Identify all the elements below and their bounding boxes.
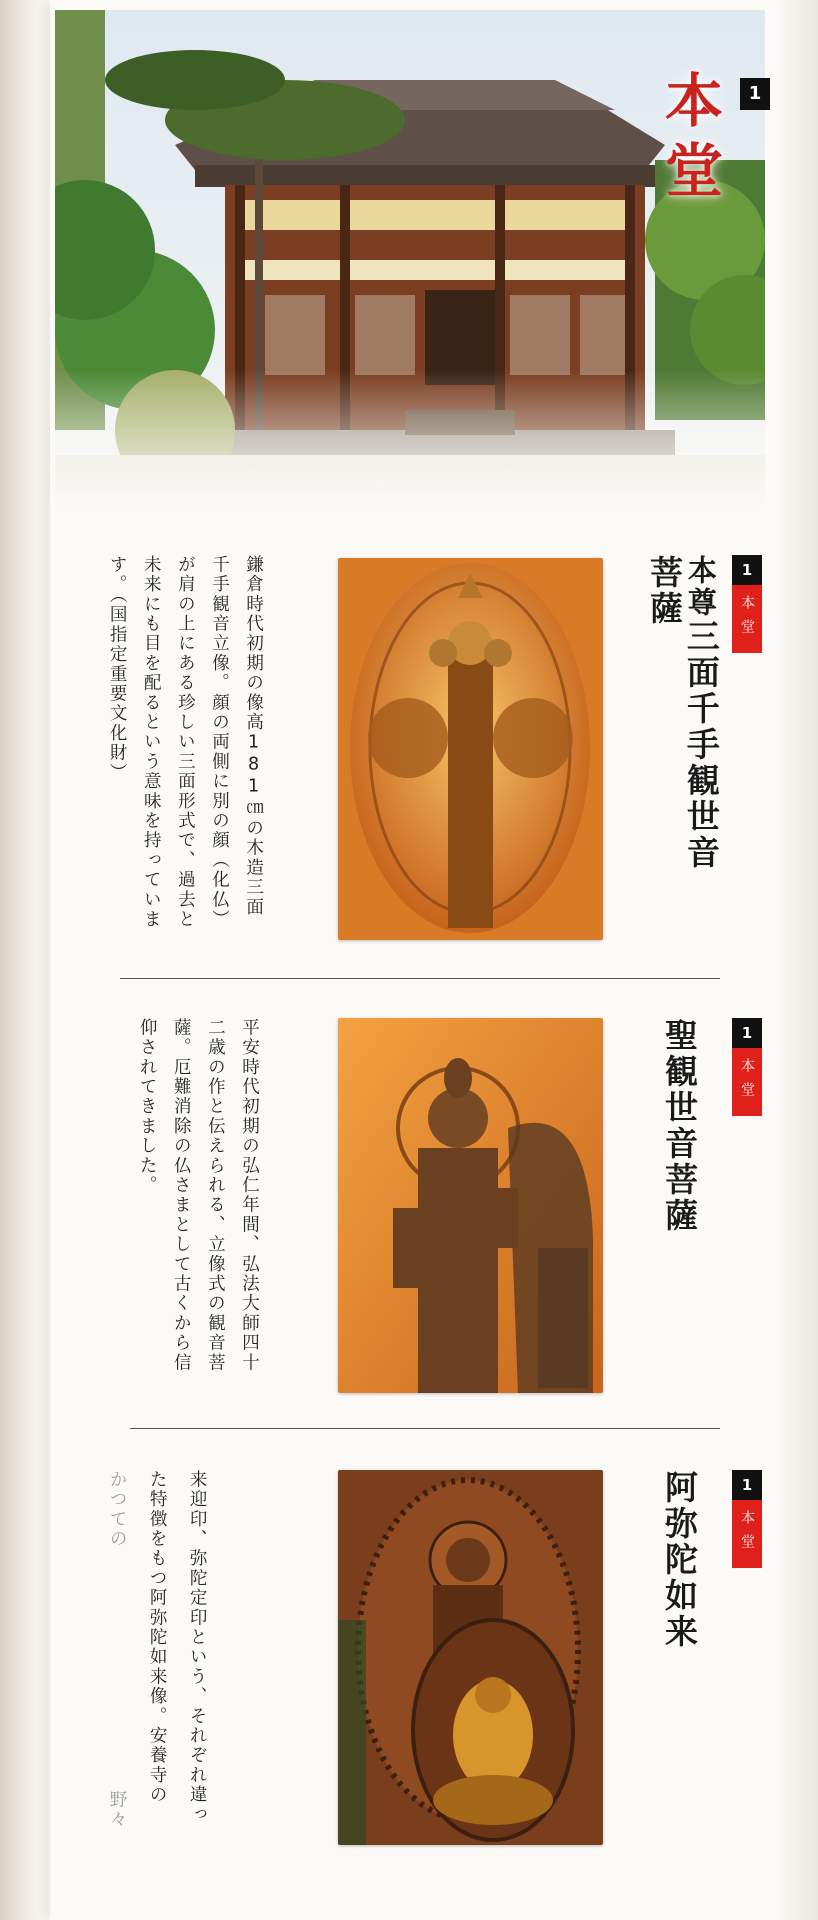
tag-label: 本堂 xyxy=(732,1048,762,1116)
section-sho-kannon xyxy=(120,1018,755,1398)
deity-description-line2: た特徴をもつ阿弥陀如来像。安養寺の xyxy=(147,1470,168,1805)
section-amida xyxy=(107,1470,755,1910)
tag-number: 1 xyxy=(732,555,762,585)
section-main-deity xyxy=(107,555,755,960)
deity-name xyxy=(645,555,719,895)
section-tag xyxy=(732,1470,762,1568)
section-divider xyxy=(120,978,720,979)
hall-title: 本堂 xyxy=(655,70,723,210)
tag-label: 本堂 xyxy=(732,1500,762,1568)
section-tag xyxy=(732,1018,762,1116)
tag-number: 1 xyxy=(732,1018,762,1048)
section-tag xyxy=(732,555,762,653)
deity-name-prefix: 本尊 xyxy=(683,555,718,619)
page-right-edge xyxy=(775,0,818,1920)
deity-description: 鎌倉時代初期の像高181㎝の木造三面千手観音立像。顔の両側に別の顔（化仏）が肩の上にある珍しい三面形式で、過去と未来にも目を配るという意味を持っています。（国指定重要文化財） xyxy=(107,555,264,930)
sho-kannon-photo xyxy=(338,1018,603,1393)
deity-description: 平安時代初期の弘仁年間、弘法大師四十二歳の作と伝えられる、立像式の観音菩薩。厄難消除の仏さまとして古くから信仰されてきました。 xyxy=(137,1018,260,1373)
deity-description-line1: 来迎印、弥陀定印という、それぞれ違っ xyxy=(187,1470,208,1825)
hall-number-badge: 1 xyxy=(740,78,770,110)
deity-name: 聖観世音菩薩 xyxy=(659,1018,699,1234)
deity-name: 阿弥陀如来 xyxy=(659,1470,699,1650)
tag-label: 本堂 xyxy=(732,585,762,653)
deity-description-line3: かつての xyxy=(107,1470,128,1549)
thousand-armed-kannon-photo xyxy=(338,558,603,940)
amida-nyorai-photo xyxy=(338,1470,603,1845)
section-divider xyxy=(130,1428,720,1429)
tag-number: 1 xyxy=(732,1470,762,1500)
deity-description-line3-tail: 野々 xyxy=(107,1790,128,1830)
page-binding-edge xyxy=(0,0,50,1920)
deity-name-main: 三面千手観世音菩薩 xyxy=(644,555,721,871)
